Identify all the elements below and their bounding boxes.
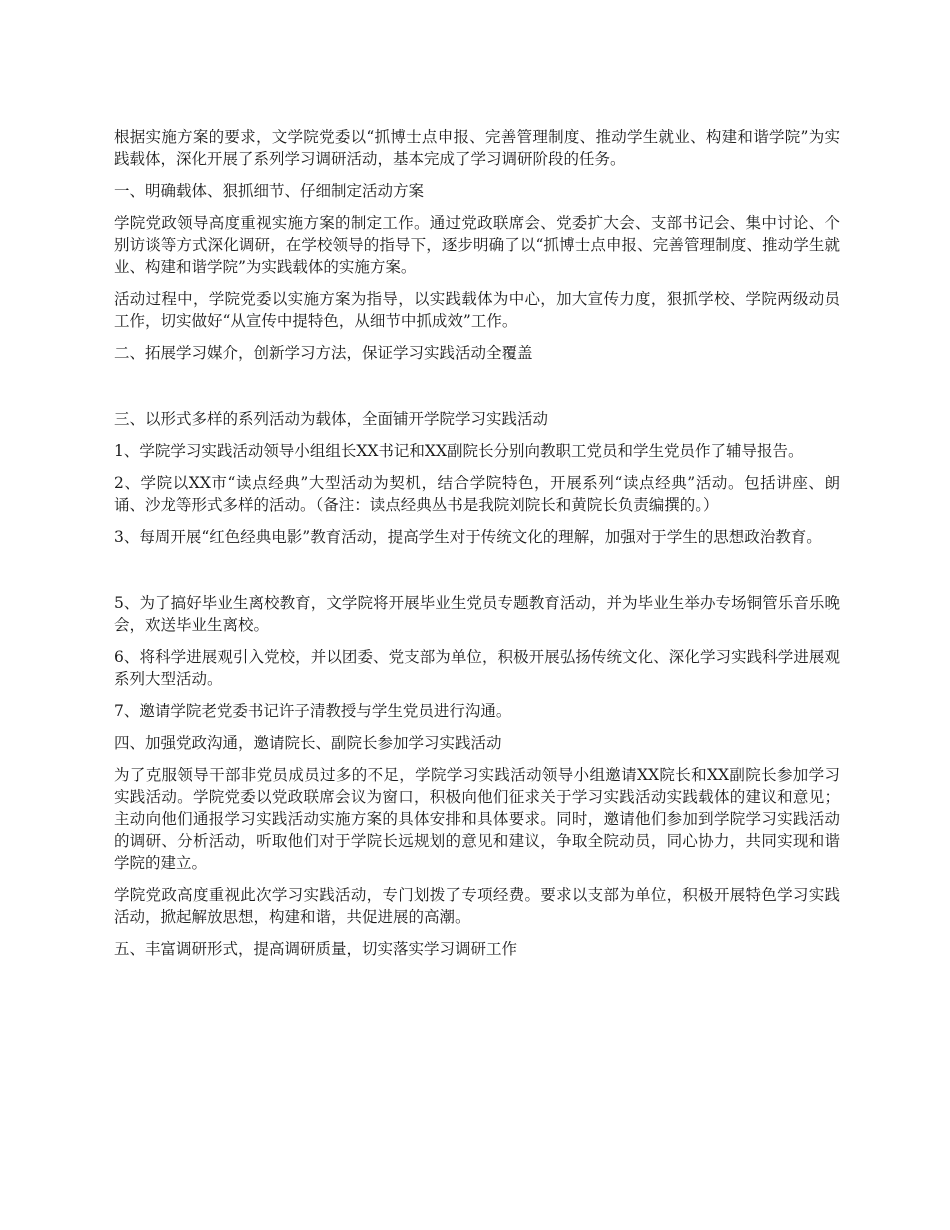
section-heading-5: 五、丰富调研形式，提高调研质量，切实落实学习调研工作	[114, 940, 518, 958]
intro-paragraph: 根据实施方案的要求，文学院党委以“抓博士点申报、完善管理制度、推动学生就业、构建和谐学院”为实践载体，深化开展了系列学习调研活动，基本完成了学习调研阶段的任务。	[114, 128, 840, 168]
list-item: 2、学院以XX市“读点经典”大型活动为契机，结合学院特色，开展系列“读点经典”活动。包括讲座、朗诵、沙龙等形式多样的活动。（备注：读点经典丛书是我院刘院长和黄院长负责编撰的。）	[114, 474, 840, 514]
section-heading-2: 二、拓展学习媒介，创新学习方法，保证学习实践活动全覆盖	[114, 344, 533, 362]
blank-gap	[114, 558, 840, 592]
section-heading-1: 一、明确载体、狠抓细节、仔细制定活动方案	[114, 182, 425, 200]
body-paragraph: 学院党政高度重视此次学习实践活动，专门划拨了专项经费。要求以支部为单位，积极开展特色学习实践活动，掀起解放思想，构建和谐，共促进展的高潮。	[114, 886, 840, 926]
blank-gap	[114, 374, 840, 408]
section-heading-3: 三、以形式多样的系列活动为载体，全面铺开学院学习实践活动	[114, 410, 549, 428]
body-paragraph: 为了克服领导干部非党员成员过多的不足，学院学习实践活动领导小组邀请XX院长和XX副院长参加学习实践活动。学院党委以党政联席会议为窗口，积极向他们征求关于学习实践活动实践载体的建议和意见；主动向他们通报学习实践活动实施方案的具体安排和具体要求。同时，邀请他们参加到学院学习实践活动的调研、分析活动，听取他们对于学院长远规划的意见和建议，争取全院动员，同心协力，共同实现和谐学院的建立。	[114, 766, 840, 872]
body-paragraph: 活动过程中，学院党委以实施方案为指导，以实践载体为中心，加大宣传力度，狠抓学校、学院两级动员工作，切实做好“从宣传中提特色，从细节中抓成效”工作。	[114, 290, 840, 330]
list-item: 5、为了搞好毕业生离校教育，文学院将开展毕业生党员专题教育活动，并为毕业生举办专场铜管乐音乐晚会，欢送毕业生离校。	[114, 594, 840, 634]
list-item: 6、将科学进展观引入党校，并以团委、党支部为单位，积极开展弘扬传统文化、深化学习实践科学进展观系列大型活动。	[114, 648, 840, 688]
document-body	[114, 126, 840, 970]
list-item: 7、邀请学院老党委书记许子清教授与学生党员进行沟通。	[114, 702, 512, 720]
section-heading-4: 四、加强党政沟通，邀请院长、副院长参加学习实践活动	[114, 734, 502, 752]
body-paragraph: 学院党政领导高度重视实施方案的制定工作。通过党政联席会、党委扩大会、支部书记会、集中讨论、个别访谈等方式深化调研，在学校领导的指导下，逐步明确了以“抓博士点申报、完善管理制度、推动学生就业、构建和谐学院”为实践载体的实施方案。	[114, 214, 840, 276]
list-item: 1、学院学习实践活动领导小组组长XX书记和XX副院长分别向教职工党员和学生党员作了辅导报告。	[114, 442, 804, 460]
list-item: 3、每周开展“红色经典电影”教育活动，提高学生对于传统文化的理解，加强对于学生的思想政治教育。	[114, 528, 822, 546]
